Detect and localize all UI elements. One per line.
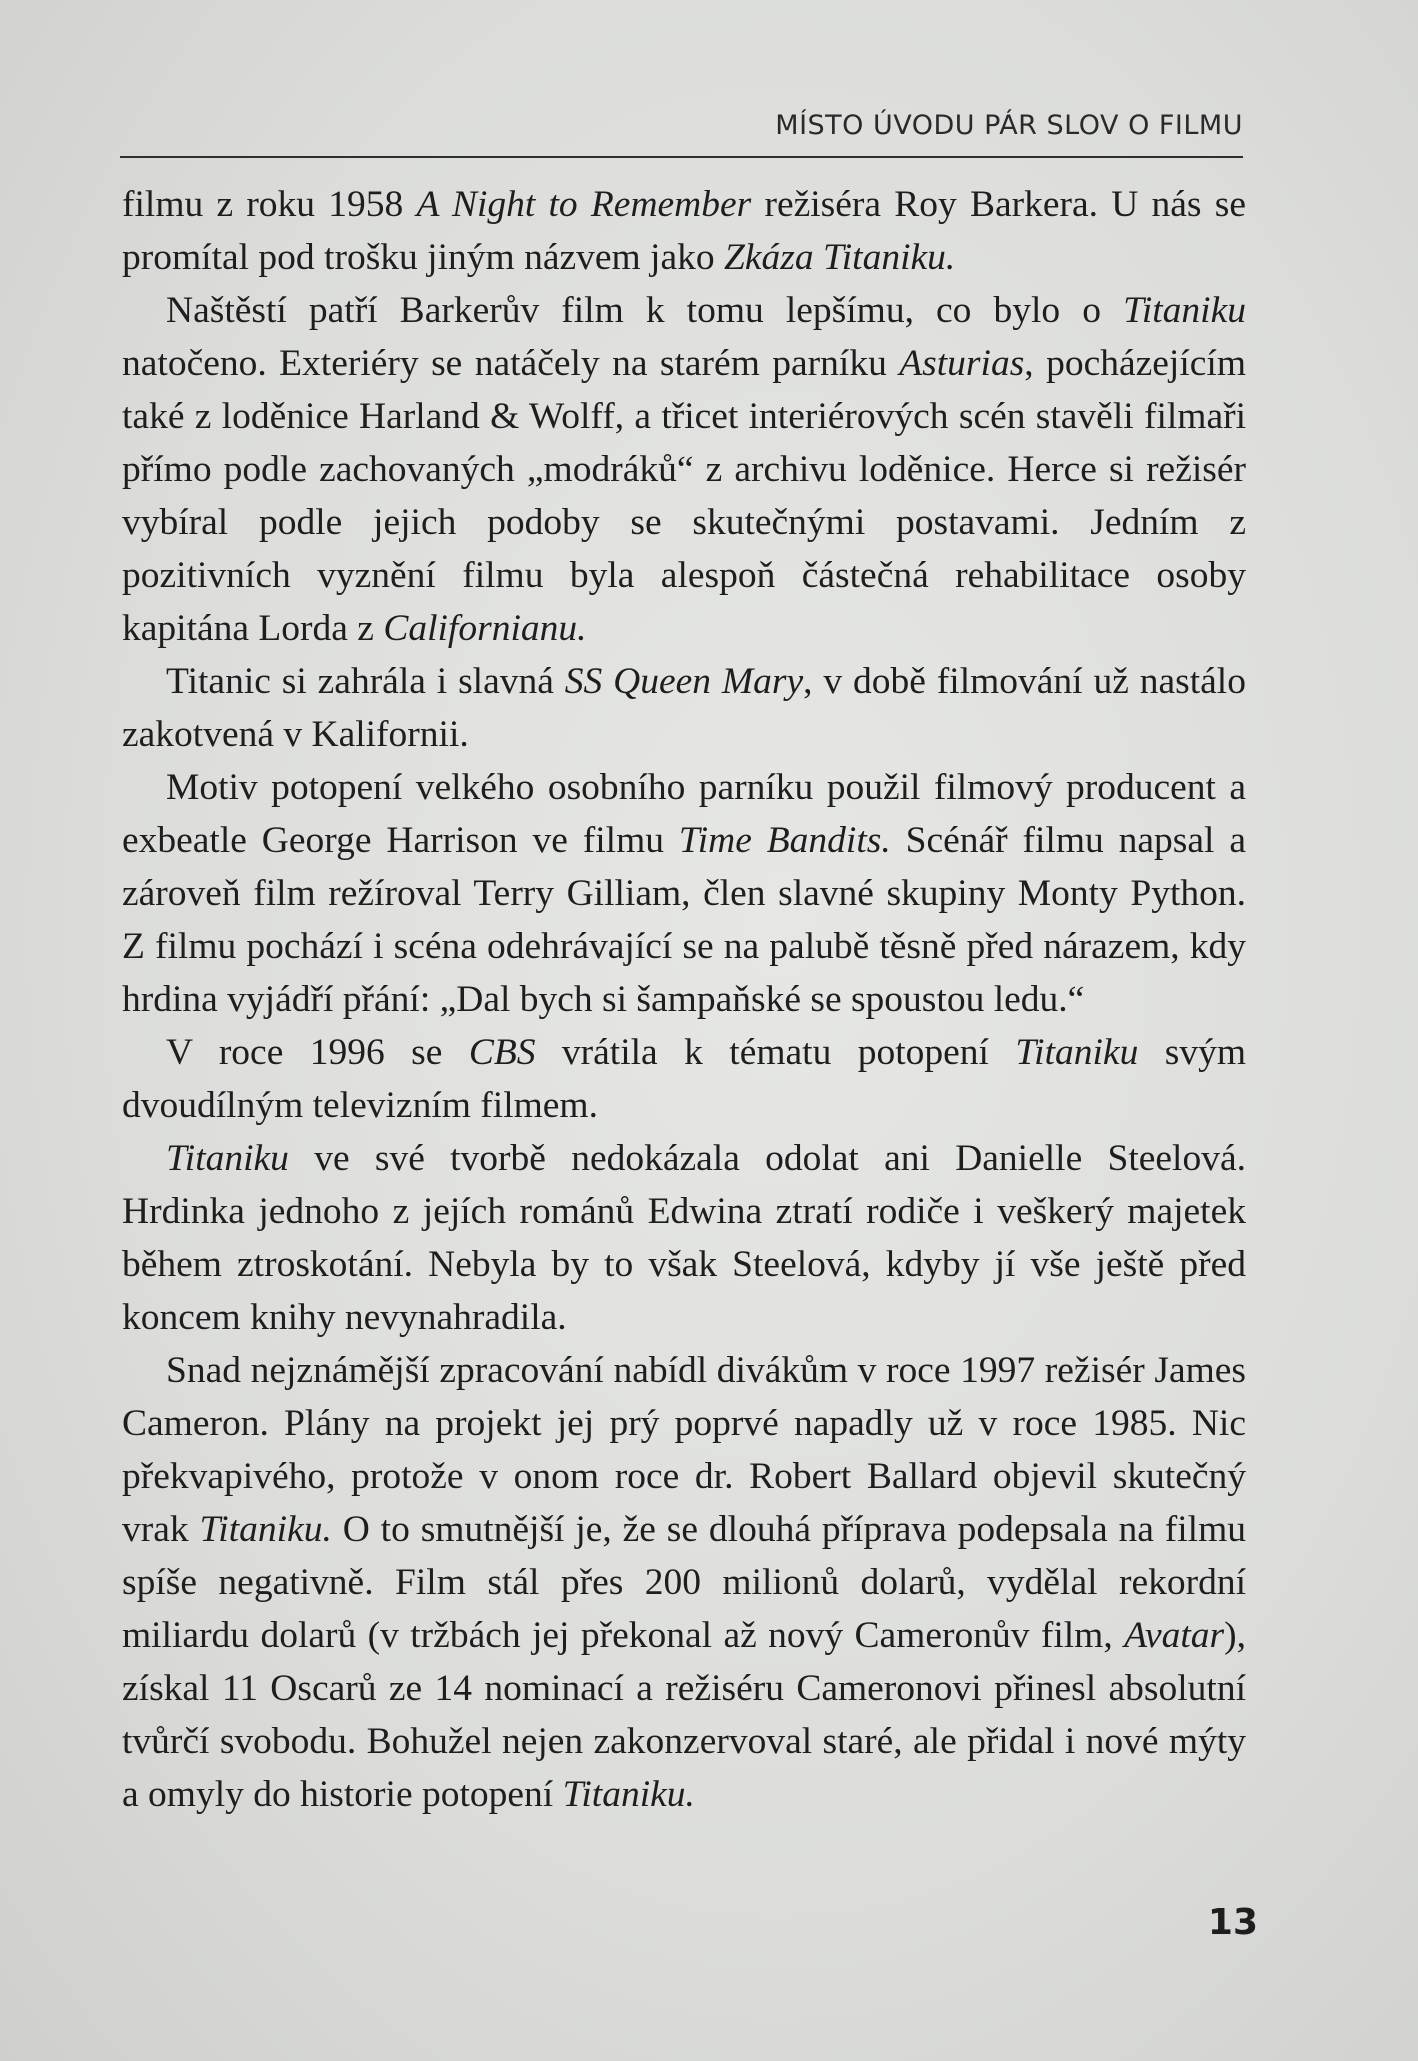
text-run: Snad nejznámější zpracování nabídl divákům v roce 1997 režisér James Cameron. Plány na projekt jej prý poprvé napadly už v roce 1985. Nic překvapivého, protože v onom roce dr. Robert Ballard objevil skutečný vrak [122,1350,1246,1550]
italic-title: Titaniku [166,1138,289,1179]
paragraph [122,1026,1246,1132]
text-run: filmu z roku 1958 [122,184,417,225]
running-header [120,104,1243,166]
paragraph [122,761,1246,1026]
text-run: ), získal 11 Oscarů ze 14 nominací a režiséru Cameronovi přinesl absolutní tvůrčí svobodu. Bohužel nejen zakonzervoval staré, ale přidal i nové mýty a omyly do historie potopení [122,1615,1246,1815]
text-run: vrátila k tématu potopení [535,1032,1016,1073]
paragraph [122,1344,1246,1821]
text-run: Scénář filmu napsal a zároveň film režíroval Terry Gilliam, člen slavné skupiny Monty Python. Z filmu pochází i scéna odehrávající se na palubě těsně před nárazem, kdy hrdina vyjádří přání: „Dal bych si šampaňské se spoustou ledu.“ [122,820,1247,1020]
body-text [122,178,1246,1821]
text-run: Titanic si zahrála i slavná [166,661,565,702]
paragraph [122,284,1246,655]
italic-title: Titaniku. [199,1509,332,1550]
text-run: Motiv potopení velkého osobního parníku použil filmový producent a exbeatle George Harrison ve filmu [122,767,1246,861]
text-run: ve své tvorbě nedokázala odolat ani Danielle Steelová. Hrdinka jednoho z jejích románů Edwina ztratí rodiče i veškerý majetek během ztroskotání. Nebyla by to však Steelová, kdyby jí vše ještě před koncem knihy nevynahradila. [122,1138,1246,1338]
paragraph [122,655,1246,761]
italic-title: A Night to Remember [416,184,752,225]
italic-title: CBS [468,1032,536,1073]
italic-title: Zkáza Titaniku. [723,237,956,278]
paragraph [122,178,1246,284]
text-run: Naštěstí patří Barkerův film k tomu lepšímu, co bylo o [166,290,1124,331]
text-run: O to smutnější je, že se dlouhá příprava podepsala na filmu spíše negativně. Film stál přes 200 milionů dolarů, vydělal rekordní miliardu dolarů (v tržbách jej překonal až nový Cameronův film, [122,1509,1246,1656]
text-run: , pocházejícím také z loděnice Harland & Wolff, a třicet interiérových scén stavěli filmaři přímo podle zachovaných „modráků“ z archivu loděnice. Herce si režisér vybíral podle jejich podoby se skutečnými postavami. Jedním z pozitivních vyznění filmu byla alespoň částečná rehabilitace osoby kapitána Lorda z [122,343,1246,649]
italic-title: Titaniku [1123,290,1246,331]
running-title: MÍSTO ÚVODU PÁR SLOV O FILMU [775,110,1243,141]
text-run: natočeno. Exteriéry se natáčely na starém parníku [122,343,900,384]
italic-title: Asturias [899,343,1025,384]
text-run: režiséra Roy Barkera. U nás se promítal pod trošku jiným názvem jako [122,184,1246,278]
italic-title: Titaniku [1015,1032,1139,1073]
text-run: svým dvoudílným televizním filmem. [122,1032,1247,1126]
italic-title: Time Bandits. [678,820,891,861]
text-run: V roce 1996 se [166,1032,469,1073]
italic-title: Avatar [1124,1615,1225,1656]
italic-title: SS Queen Mary [564,661,804,702]
header-rule [120,156,1243,158]
page-number: 13 [1207,1902,1258,1943]
text-run: , v době filmování už nastálo zakotvená v Kalifornii. [122,661,1246,755]
paragraph [122,1132,1246,1344]
italic-title: Titaniku. [562,1774,695,1815]
italic-title: Californianu. [383,608,587,649]
